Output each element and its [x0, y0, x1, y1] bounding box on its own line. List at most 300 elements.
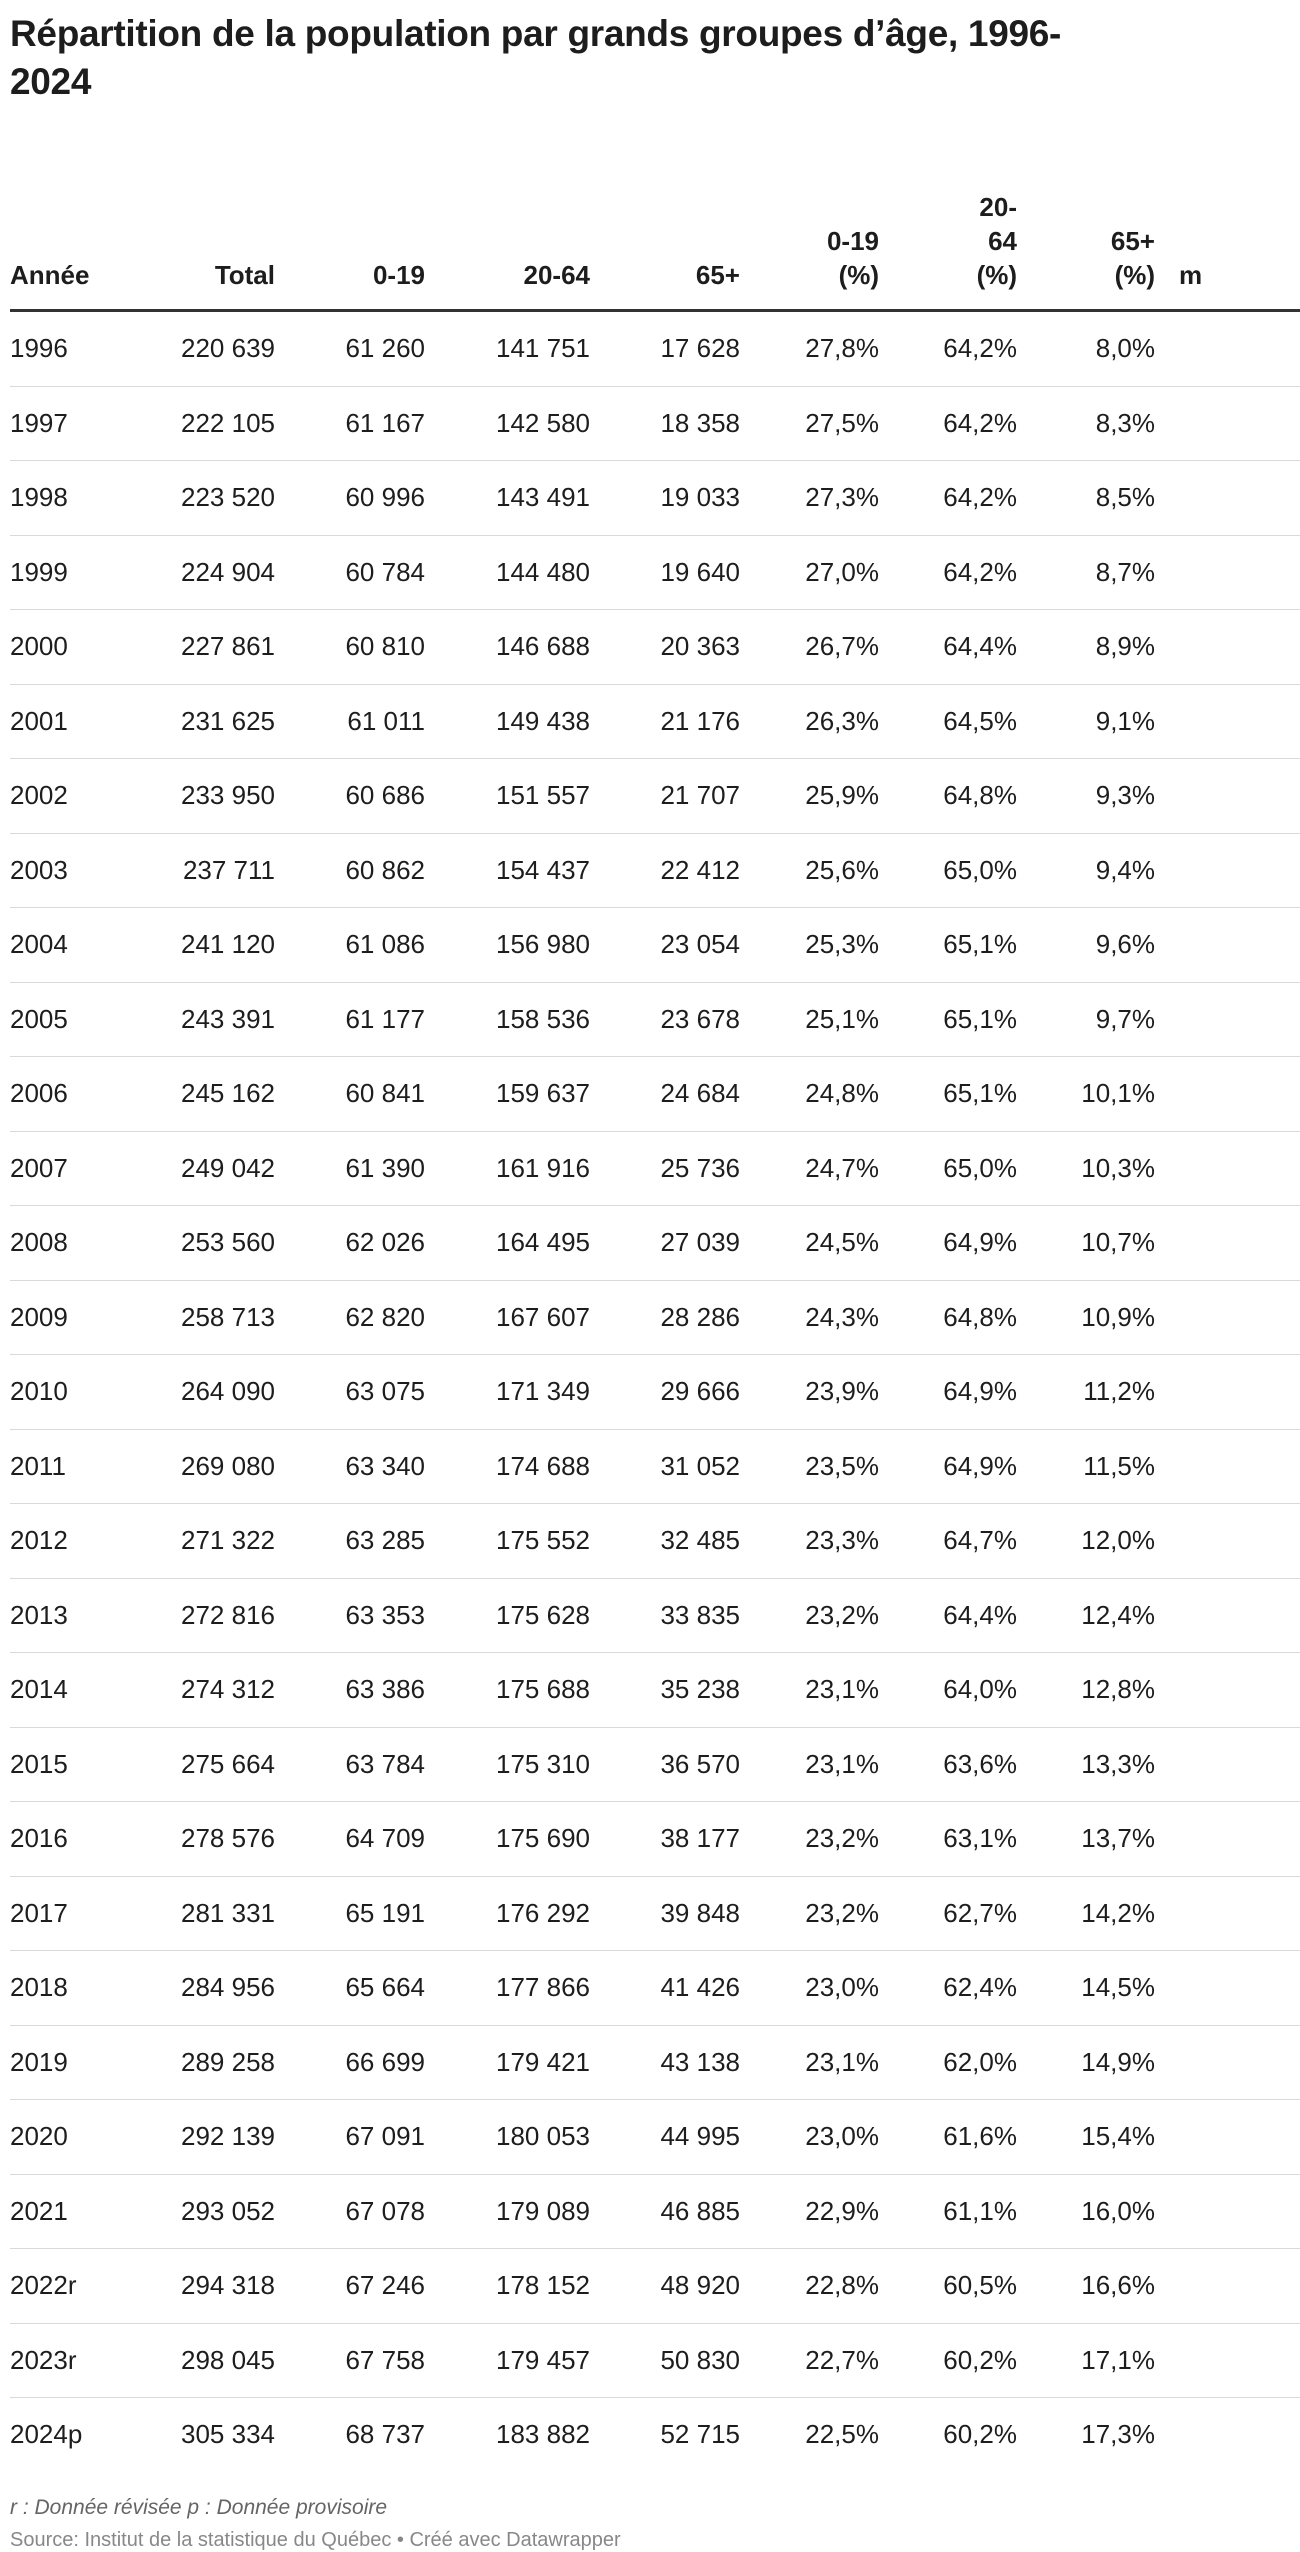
cell-0-19: 60 810	[275, 610, 425, 685]
cell-0-19: 63 353	[275, 1578, 425, 1653]
cell-truncated	[1155, 684, 1300, 759]
cell-total: 245 162	[140, 1057, 275, 1132]
table-row	[10, 1206, 1300, 1281]
cell-20-64-pct: 65,0%	[879, 833, 1017, 908]
chart-title-line-1: Répartition de la population par grands groupes d’âge, 1996-	[10, 13, 1062, 54]
column-header-annee[interactable]	[10, 150, 140, 311]
cell-total: 284 956	[140, 1951, 275, 2026]
cell-annee: 2014	[10, 1653, 140, 1728]
cell-truncated	[1155, 2249, 1300, 2324]
table-row	[10, 1355, 1300, 1430]
cell-20-64: 175 310	[425, 1727, 590, 1802]
cell-65-plus-pct: 9,1%	[1017, 684, 1155, 759]
table-row	[10, 759, 1300, 834]
cell-total: 224 904	[140, 535, 275, 610]
cell-20-64-pct: 65,1%	[879, 982, 1017, 1057]
cell-0-19: 67 091	[275, 2100, 425, 2175]
cell-0-19: 67 758	[275, 2323, 425, 2398]
cell-20-64: 171 349	[425, 1355, 590, 1430]
cell-truncated	[1155, 1131, 1300, 1206]
cell-65-plus-pct: 9,4%	[1017, 833, 1155, 908]
cell-20-64: 175 690	[425, 1802, 590, 1877]
cell-65-plus-pct: 8,3%	[1017, 386, 1155, 461]
data-table	[10, 150, 1300, 2472]
cell-0-19-pct: 23,1%	[740, 2025, 879, 2100]
cell-0-19: 63 285	[275, 1504, 425, 1579]
source-credit: Source: Institut de la statistique du Québec • Créé avec Datawrapper	[10, 2529, 621, 2551]
cell-annee: 2017	[10, 1876, 140, 1951]
cell-truncated	[1155, 1057, 1300, 1132]
cell-20-64-pct: 61,6%	[879, 2100, 1017, 2175]
table-row	[10, 1951, 1300, 2026]
cell-0-19: 67 246	[275, 2249, 425, 2324]
cell-annee: 2001	[10, 684, 140, 759]
cell-total: 237 711	[140, 833, 275, 908]
cell-20-64: 144 480	[425, 535, 590, 610]
cell-0-19-pct: 25,1%	[740, 982, 879, 1057]
cell-annee: 1999	[10, 535, 140, 610]
cell-annee: 2008	[10, 1206, 140, 1281]
cell-65-plus-pct: 15,4%	[1017, 2100, 1155, 2175]
cell-annee: 2019	[10, 2025, 140, 2100]
cell-truncated	[1155, 1280, 1300, 1355]
cell-65-plus-pct: 9,7%	[1017, 982, 1155, 1057]
cell-20-64: 175 688	[425, 1653, 590, 1728]
cell-20-64-pct: 65,0%	[879, 1131, 1017, 1206]
table-row	[10, 833, 1300, 908]
cell-20-64: 175 628	[425, 1578, 590, 1653]
cell-65-plus: 38 177	[590, 1802, 740, 1877]
cell-20-64-pct: 64,2%	[879, 461, 1017, 536]
cell-0-19-pct: 23,1%	[740, 1727, 879, 1802]
cell-annee: 2024p	[10, 2419, 83, 2450]
cell-annee: 2012	[10, 1504, 140, 1579]
header-line: (%)	[1114, 260, 1155, 290]
cell-65-plus-pct: 13,3%	[1017, 1727, 1155, 1802]
table-row	[10, 1504, 1300, 1579]
table-row	[10, 311, 1300, 387]
cell-annee: 2000	[10, 610, 140, 685]
cell-0-19: 62 026	[275, 1206, 425, 1281]
cell-20-64: 167 607	[425, 1280, 590, 1355]
cell-20-64-pct: 64,9%	[879, 1429, 1017, 1504]
cell-20-64-pct: 63,6%	[879, 1727, 1017, 1802]
cell-0-19: 60 841	[275, 1057, 425, 1132]
table-row	[10, 2174, 1300, 2249]
cell-annee: 2016	[10, 1802, 140, 1877]
table-row	[10, 2398, 1300, 2472]
cell-20-64: 164 495	[425, 1206, 590, 1281]
cell-20-64-pct: 60,2%	[943, 2419, 1017, 2450]
cell-0-19: 61 177	[275, 982, 425, 1057]
cell-truncated	[1155, 759, 1300, 834]
cell-20-64-pct: 62,7%	[879, 1876, 1017, 1951]
table-row	[10, 684, 1300, 759]
cell-0-19: 60 996	[275, 461, 425, 536]
cell-annee: 2009	[10, 1280, 140, 1355]
cell-annee: 1997	[10, 386, 140, 461]
cell-65-plus-pct: 17,1%	[1017, 2323, 1155, 2398]
cell-65-plus: 28 286	[590, 1280, 740, 1355]
cell-0-19: 63 784	[275, 1727, 425, 1802]
cell-total: 305 334	[181, 2419, 275, 2450]
cell-0-19-pct: 24,8%	[740, 1057, 879, 1132]
cell-0-19-pct: 24,3%	[740, 1280, 879, 1355]
cell-65-plus: 19 033	[590, 461, 740, 536]
cell-total: 243 391	[140, 982, 275, 1057]
cell-65-plus: 48 920	[590, 2249, 740, 2324]
cell-20-64-pct: 64,9%	[879, 1206, 1017, 1281]
cell-65-plus-pct: 8,5%	[1017, 461, 1155, 536]
cell-65-plus-pct: 8,9%	[1017, 610, 1155, 685]
cell-65-plus-pct: 8,0%	[1017, 311, 1155, 387]
header-line: 65+	[1110, 226, 1155, 256]
cell-0-19-pct: 27,3%	[740, 461, 879, 536]
cell-total: 281 331	[140, 1876, 275, 1951]
cell-annee: 2007	[10, 1131, 140, 1206]
cell-total: 241 120	[140, 908, 275, 983]
header-line: 65+	[695, 260, 740, 290]
table-row	[10, 1727, 1300, 1802]
cell-65-plus: 23 054	[590, 908, 740, 983]
table-row	[10, 1876, 1300, 1951]
cell-0-19-pct: 25,6%	[740, 833, 879, 908]
table-row	[10, 982, 1300, 1057]
cell-0-19-pct: 24,7%	[740, 1131, 879, 1206]
cell-0-19-pct: 24,5%	[740, 1206, 879, 1281]
cell-65-plus-pct: 12,4%	[1017, 1578, 1155, 1653]
cell-0-19: 66 699	[275, 2025, 425, 2100]
cell-65-plus: 31 052	[590, 1429, 740, 1504]
cell-truncated	[1155, 908, 1300, 983]
cell-0-19-pct: 23,2%	[740, 1578, 879, 1653]
cell-0-19: 65 191	[275, 1876, 425, 1951]
table-row	[10, 2323, 1300, 2398]
cell-65-plus: 41 426	[590, 1951, 740, 2026]
cell-20-64-pct: 60,5%	[879, 2249, 1017, 2324]
column-header-20-64[interactable]	[425, 150, 590, 311]
table-row	[10, 1131, 1300, 1206]
cell-total: 231 625	[140, 684, 275, 759]
cell-0-19: 61 167	[275, 386, 425, 461]
cell-65-plus-pct: 8,7%	[1017, 535, 1155, 610]
cell-65-plus-pct: 10,7%	[1017, 1206, 1155, 1281]
cell-65-plus: 21 707	[590, 759, 740, 834]
cell-65-plus-pct: 10,3%	[1017, 1131, 1155, 1206]
cell-total: 274 312	[140, 1653, 275, 1728]
cell-0-19-pct: 26,7%	[740, 610, 879, 685]
cell-annee: 2010	[10, 1355, 140, 1430]
column-header-0-19-pct[interactable]	[740, 150, 879, 311]
cell-0-19: 67 078	[275, 2174, 425, 2249]
cell-20-64: 142 580	[425, 386, 590, 461]
header-line: Année	[10, 260, 90, 290]
header-line: 20-64	[523, 260, 590, 290]
cell-20-64-pct: 62,0%	[879, 2025, 1017, 2100]
cell-65-plus: 18 358	[590, 386, 740, 461]
cell-0-19-pct: 23,1%	[740, 1653, 879, 1728]
cell-annee: 1998	[10, 461, 140, 536]
cell-truncated	[1155, 311, 1300, 387]
cell-20-64: 180 053	[425, 2100, 590, 2175]
header-line: (%)	[838, 260, 879, 290]
cell-total: 271 322	[140, 1504, 275, 1579]
header-line: (%)	[976, 260, 1017, 290]
cell-truncated	[1155, 1727, 1300, 1802]
cell-65-plus: 46 885	[590, 2174, 740, 2249]
table-row	[10, 461, 1300, 536]
cell-65-plus: 21 176	[590, 684, 740, 759]
cell-annee: 2023r	[10, 2323, 140, 2398]
cell-20-64-pct: 65,1%	[879, 908, 1017, 983]
cell-truncated	[1155, 982, 1300, 1057]
column-header-truncated[interactable]	[1155, 150, 1300, 311]
table-row	[10, 2100, 1300, 2175]
cell-65-plus: 52 715	[660, 2419, 740, 2450]
cell-20-64-pct: 65,1%	[879, 1057, 1017, 1132]
cell-65-plus: 39 848	[590, 1876, 740, 1951]
column-header-total[interactable]	[140, 150, 275, 311]
cell-65-plus-pct: 11,5%	[1017, 1429, 1155, 1504]
cell-truncated	[1155, 1951, 1300, 2026]
cell-20-64: 175 552	[425, 1504, 590, 1579]
cell-65-plus: 29 666	[590, 1355, 740, 1430]
cell-20-64: 183 882	[496, 2419, 590, 2450]
header-line: Total	[214, 260, 275, 290]
table-row	[10, 1057, 1300, 1132]
cell-annee: 2005	[10, 982, 140, 1057]
cell-0-19: 61 086	[275, 908, 425, 983]
cell-truncated	[1155, 1355, 1300, 1430]
header-line: 20-	[979, 192, 1017, 222]
cell-0-19: 60 862	[275, 833, 425, 908]
cell-65-plus-pct: 12,0%	[1017, 1504, 1155, 1579]
cell-20-64-pct: 64,7%	[879, 1504, 1017, 1579]
cell-0-19-pct: 23,5%	[740, 1429, 879, 1504]
cell-annee: 2013	[10, 1578, 140, 1653]
cell-truncated	[1155, 1578, 1300, 1653]
chart-title	[10, 10, 1220, 106]
header-line: 0-19	[372, 260, 425, 290]
cell-total: 272 816	[140, 1578, 275, 1653]
cell-total: 222 105	[140, 386, 275, 461]
cell-truncated	[1155, 2174, 1300, 2249]
cell-truncated	[1155, 2100, 1300, 2175]
table-row	[10, 386, 1300, 461]
cell-0-19: 61 011	[275, 684, 425, 759]
cell-total: 289 258	[140, 2025, 275, 2100]
cell-65-plus-pct: 13,7%	[1017, 1802, 1155, 1877]
cell-annee: 2011	[10, 1429, 140, 1504]
cell-20-64-pct: 63,1%	[879, 1802, 1017, 1877]
header-line: 0-19	[826, 226, 879, 256]
header-line: 64	[988, 226, 1017, 256]
cell-65-plus: 20 363	[590, 610, 740, 685]
table-notes: r : Donnée révisée p : Donnée provisoire	[10, 2496, 388, 2519]
table-header-row	[10, 150, 1300, 311]
cell-20-64-pct: 64,8%	[879, 759, 1017, 834]
cell-truncated	[1155, 1653, 1300, 1728]
cell-20-64-pct: 64,2%	[879, 311, 1017, 387]
cell-annee: 2021	[10, 2174, 140, 2249]
cell-total: 293 052	[140, 2174, 275, 2249]
cell-0-19-pct: 22,7%	[740, 2323, 879, 2398]
header-line: m	[1179, 260, 1203, 290]
cell-0-19: 61 260	[275, 311, 425, 387]
cell-20-64: 176 292	[425, 1876, 590, 1951]
cell-20-64: 159 637	[425, 1057, 590, 1132]
cell-65-plus-pct: 14,2%	[1017, 1876, 1155, 1951]
cell-0-19-pct: 23,0%	[740, 1951, 879, 2026]
cell-0-19: 64 709	[275, 1802, 425, 1877]
cell-0-19-pct: 25,3%	[740, 908, 879, 983]
table-row	[10, 2249, 1300, 2324]
cell-20-64: 141 751	[425, 311, 590, 387]
cell-truncated	[1155, 610, 1300, 685]
cell-20-64-pct: 64,2%	[879, 535, 1017, 610]
cell-20-64: 143 491	[425, 461, 590, 536]
cell-65-plus: 24 684	[590, 1057, 740, 1132]
cell-20-64: 156 980	[425, 908, 590, 983]
data-table-container	[0, 150, 1220, 2450]
table-row	[10, 908, 1300, 983]
cell-65-plus-pct: 10,1%	[1017, 1057, 1155, 1132]
cell-truncated	[1155, 833, 1300, 908]
cell-annee: 2018	[10, 1951, 140, 2026]
cell-truncated	[1155, 461, 1300, 536]
table-row	[10, 1578, 1300, 1653]
cell-truncated	[1155, 1802, 1300, 1877]
cell-total: 298 045	[140, 2323, 275, 2398]
cell-0-19-pct: 22,8%	[740, 2249, 879, 2324]
cell-65-plus: 50 830	[590, 2323, 740, 2398]
column-header-65-plus-pct[interactable]	[1017, 150, 1155, 311]
column-header-65-plus[interactable]	[590, 150, 740, 311]
cell-truncated	[1155, 1504, 1300, 1579]
cell-65-plus: 44 995	[590, 2100, 740, 2175]
cell-truncated	[1155, 535, 1300, 610]
cell-truncated	[1155, 2025, 1300, 2100]
cell-65-plus: 27 039	[590, 1206, 740, 1281]
cell-20-64: 158 536	[425, 982, 590, 1057]
table-body	[10, 311, 1300, 2472]
cell-65-plus-pct: 16,6%	[1017, 2249, 1155, 2324]
cell-20-64-pct: 64,5%	[879, 684, 1017, 759]
cell-65-plus-pct: 16,0%	[1017, 2174, 1155, 2249]
cell-65-plus: 36 570	[590, 1727, 740, 1802]
cell-0-19-pct: 23,3%	[740, 1504, 879, 1579]
cell-20-64-pct: 64,9%	[879, 1355, 1017, 1430]
cell-total: 264 090	[140, 1355, 275, 1430]
cell-total: 227 861	[140, 610, 275, 685]
cell-65-plus-pct: 12,8%	[1017, 1653, 1155, 1728]
cell-total: 275 664	[140, 1727, 275, 1802]
column-header-0-19[interactable]	[275, 150, 425, 311]
cell-65-plus-pct: 17,3%	[1081, 2419, 1155, 2450]
cell-20-64-pct: 64,8%	[879, 1280, 1017, 1355]
cell-20-64: 161 916	[425, 1131, 590, 1206]
cell-0-19-pct: 23,0%	[740, 2100, 879, 2175]
cell-20-64: 149 438	[425, 684, 590, 759]
cell-20-64: 151 557	[425, 759, 590, 834]
cell-total: 220 639	[140, 311, 275, 387]
cell-annee: 2022r	[10, 2249, 140, 2324]
cell-65-plus: 17 628	[590, 311, 740, 387]
cell-65-plus: 35 238	[590, 1653, 740, 1728]
table-row	[10, 1802, 1300, 1877]
cell-0-19: 60 784	[275, 535, 425, 610]
cell-truncated	[1155, 2398, 1300, 2472]
cell-20-64-pct: 64,4%	[879, 1578, 1017, 1653]
cell-20-64: 154 437	[425, 833, 590, 908]
cell-0-19: 62 820	[275, 1280, 425, 1355]
cell-0-19: 61 390	[275, 1131, 425, 1206]
cell-65-plus-pct: 9,3%	[1017, 759, 1155, 834]
cell-truncated	[1155, 386, 1300, 461]
cell-annee: 2004	[10, 908, 140, 983]
cell-20-64: 179 421	[425, 2025, 590, 2100]
cell-annee: 2002	[10, 759, 140, 834]
cell-annee: 2003	[10, 833, 140, 908]
cell-20-64-pct: 64,2%	[879, 386, 1017, 461]
table-row	[10, 1653, 1300, 1728]
cell-20-64: 179 089	[425, 2174, 590, 2249]
cell-20-64: 178 152	[425, 2249, 590, 2324]
cell-0-19-pct: 25,9%	[740, 759, 879, 834]
cell-0-19-pct: 22,9%	[740, 2174, 879, 2249]
cell-20-64: 146 688	[425, 610, 590, 685]
cell-20-64-pct: 60,2%	[879, 2323, 1017, 2398]
cell-20-64-pct: 61,1%	[879, 2174, 1017, 2249]
cell-0-19-pct: 22,5%	[805, 2419, 879, 2450]
cell-total: 294 318	[140, 2249, 275, 2324]
chart-title-line-2: 2024	[10, 61, 92, 102]
column-header-20-64-pct[interactable]	[879, 150, 1017, 311]
cell-total: 269 080	[140, 1429, 275, 1504]
cell-65-plus-pct: 14,5%	[1017, 1951, 1155, 2026]
cell-0-19: 68 737	[345, 2419, 425, 2450]
cell-0-19-pct: 27,5%	[740, 386, 879, 461]
cell-annee: 1996	[10, 311, 140, 387]
cell-20-64-pct: 64,4%	[879, 610, 1017, 685]
cell-total: 278 576	[140, 1802, 275, 1877]
cell-0-19: 63 340	[275, 1429, 425, 1504]
cell-65-plus: 33 835	[590, 1578, 740, 1653]
cell-65-plus: 19 640	[590, 535, 740, 610]
cell-truncated	[1155, 1429, 1300, 1504]
cell-20-64: 174 688	[425, 1429, 590, 1504]
cell-total: 223 520	[140, 461, 275, 536]
table-row	[10, 535, 1300, 610]
cell-65-plus: 23 678	[590, 982, 740, 1057]
table-row	[10, 610, 1300, 685]
cell-65-plus-pct: 14,9%	[1017, 2025, 1155, 2100]
table-row	[10, 1429, 1300, 1504]
table-row	[10, 2025, 1300, 2100]
cell-65-plus: 22 412	[590, 833, 740, 908]
table-row	[10, 1280, 1300, 1355]
cell-total: 233 950	[140, 759, 275, 834]
cell-0-19-pct: 23,2%	[740, 1876, 879, 1951]
cell-total: 258 713	[140, 1280, 275, 1355]
cell-65-plus-pct: 9,6%	[1017, 908, 1155, 983]
cell-truncated	[1155, 1206, 1300, 1281]
cell-0-19-pct: 27,8%	[740, 311, 879, 387]
cell-total: 253 560	[140, 1206, 275, 1281]
cell-65-plus-pct: 10,9%	[1017, 1280, 1155, 1355]
cell-20-64-pct: 62,4%	[879, 1951, 1017, 2026]
cell-annee: 2006	[10, 1057, 140, 1132]
